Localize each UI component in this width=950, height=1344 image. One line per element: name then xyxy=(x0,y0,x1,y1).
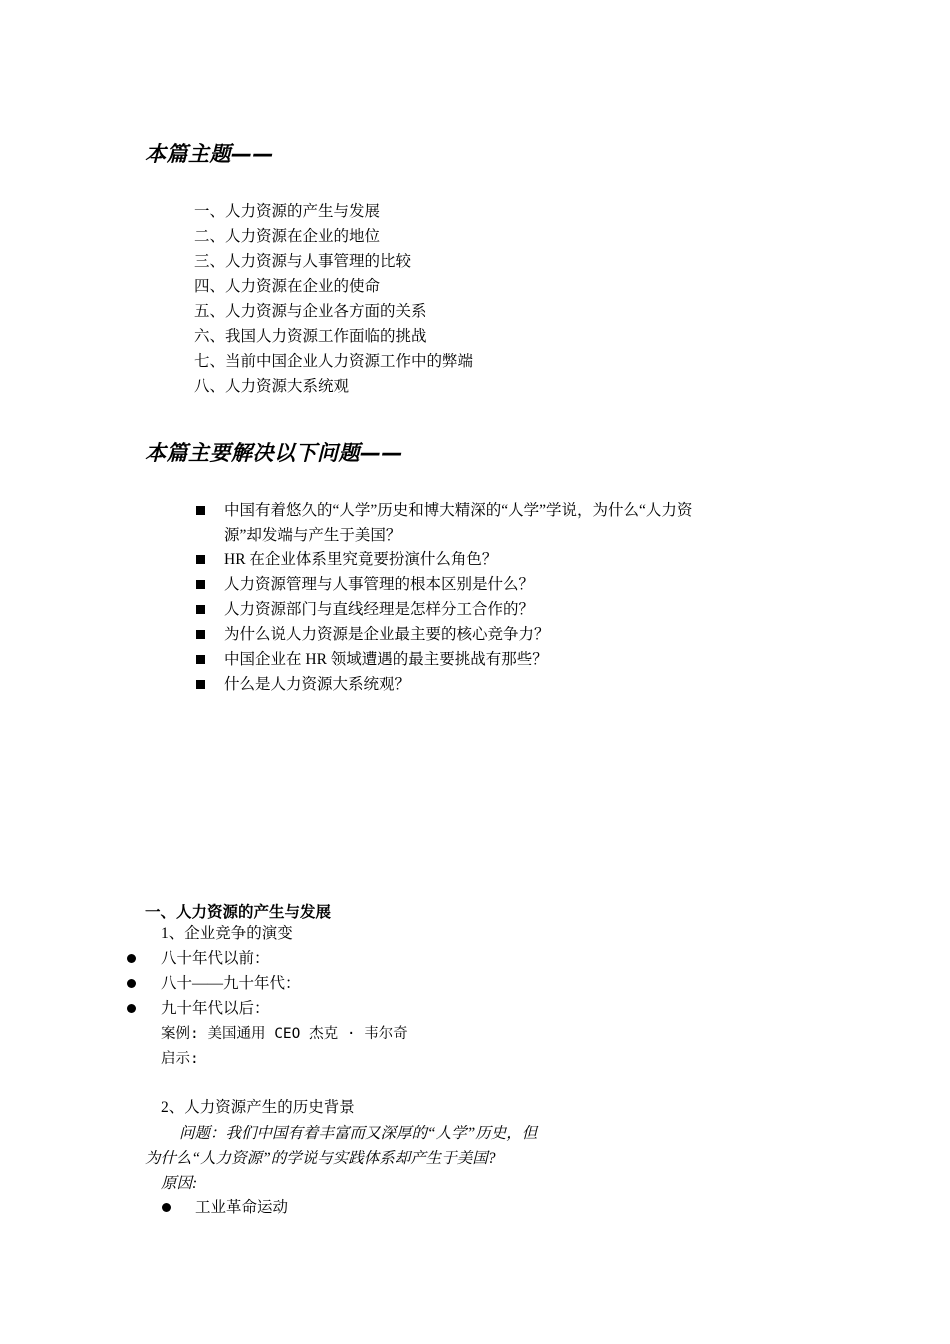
case-line: 案例: 美国通用 CEO 杰克 · 韦尔奇 xyxy=(161,1026,408,1042)
square-bullet-icon xyxy=(196,605,205,614)
question-item: HR 在企业体系里究竟要扮演什么角色？ xyxy=(224,551,498,568)
list-item: 工业革命运动 xyxy=(195,1199,289,1216)
toc-item: 一、人力资源的产生与发展 xyxy=(194,203,381,220)
subsection-title: 1、企业竞争的演变 xyxy=(161,925,293,942)
square-bullet-icon xyxy=(196,680,205,689)
square-bullet-icon xyxy=(196,580,205,589)
list-item: 九十年代以后： xyxy=(161,1000,270,1017)
toc-item: 五、人力资源与企业各方面的关系 xyxy=(194,303,427,320)
question-item: 人力资源部门与直线经理是怎样分工合作的？ xyxy=(224,601,535,618)
question-paragraph-continued: 为什么“人力资源”的学说与实践体系却产生于美国? xyxy=(145,1150,496,1167)
bullet-dot-icon xyxy=(127,954,136,963)
question-item: 什么是人力资源大系统观？ xyxy=(224,676,411,693)
bullet-dot-icon xyxy=(127,979,136,988)
question-item: 中国有着悠久的“人学”历史和博大精深的“人学”学说，为什么“人力资 xyxy=(224,502,693,519)
bullet-dot-icon xyxy=(162,1203,171,1212)
toc-item: 六、我国人力资源工作面临的挑战 xyxy=(194,328,427,345)
toc-item: 四、人力资源在企业的使命 xyxy=(194,278,381,295)
question-paragraph: 问题：我们中国有着丰富而又深厚的“人学”历史，但 xyxy=(179,1125,538,1142)
list-item: 八十——九十年代： xyxy=(161,975,301,992)
toc-item: 七、当前中国企业人力资源工作中的弊端 xyxy=(194,353,474,370)
bullet-dot-icon xyxy=(127,1004,136,1013)
square-bullet-icon xyxy=(196,655,205,664)
toc-item: 八、人力资源大系统观 xyxy=(194,378,350,395)
toc-item: 三、人力资源与人事管理的比较 xyxy=(194,253,412,270)
square-bullet-icon xyxy=(196,506,205,515)
question-item: 中国企业在 HR 领域遭遇的最主要挑战有那些？ xyxy=(224,651,548,668)
square-bullet-icon xyxy=(196,630,205,639)
question-item: 为什么说人力资源是企业最主要的核心竞争力？ xyxy=(224,626,550,643)
question-item-continued: 源”却发端与产生于美国？ xyxy=(224,527,402,544)
square-bullet-icon xyxy=(196,555,205,564)
question-item: 人力资源管理与人事管理的根本区别是什么？ xyxy=(224,576,535,593)
section-title: 一、人力资源的产生与发展 xyxy=(145,903,332,921)
toc-item: 二、人力资源在企业的地位 xyxy=(194,228,381,245)
insight-line: 启示: xyxy=(161,1051,199,1067)
theme-heading: 本篇主题—— xyxy=(145,142,274,166)
questions-heading: 本篇主要解决以下问题—— xyxy=(145,441,403,465)
reason-label: 原因: xyxy=(161,1175,198,1192)
list-item: 八十年代以前： xyxy=(161,950,270,967)
subsection-title: 2、人力资源产生的历史背景 xyxy=(161,1099,355,1116)
